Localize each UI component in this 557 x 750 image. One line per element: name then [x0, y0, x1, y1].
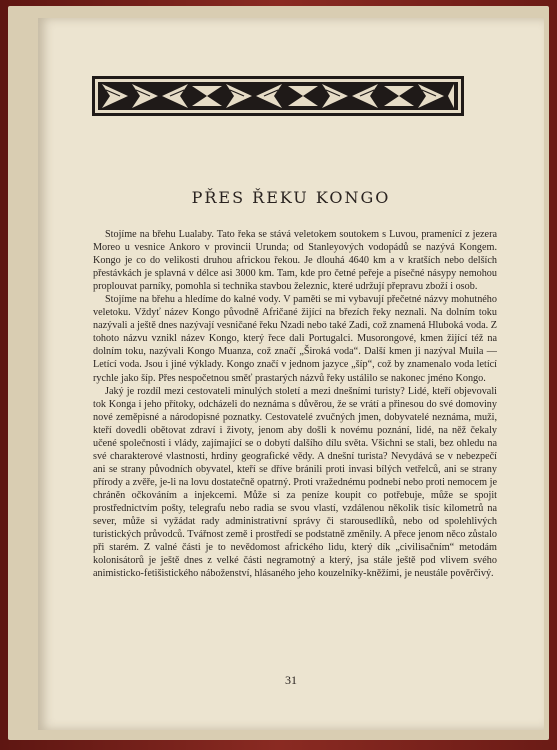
- body-text: [93, 228, 497, 580]
- paragraph-2: Stojíme na břehu a hledíme do kalné vody. V paměti se mi vybavují přečetné názvy mohutného veletoku. Vždyť název Kongo původně Afričané žijící na březích řeky neznali. Na dolním toku nazývali a ještě dnes nazývají vesničané řeku Nzadi nebo také Zadi, což znamená Hluboká voda. Z tohoto názvu vznikl název Kongo, který řece dali Portugalci. Musorongové, kmen žijící též na dolním toku, nazývali Kongo Muanza, což značí „Široká voda“. Další kmen ji nazýval Muila — Letící voda. Jsou i jiné výklady. Kongo značí v jednom jazyce „šíp“, což by znamenalo voda letící rychle jako šíp. Přes nespočetnou směť prastarých názvů řeky ustálilo se nakonec jméno Kongo.: [93, 294, 497, 384]
- chapter-title: PŘES ŘEKU KONGO: [191, 188, 391, 207]
- page-number: 31: [285, 673, 297, 687]
- ornament-icon: [92, 76, 464, 116]
- book-page: [38, 18, 544, 730]
- paragraph-3: Jaký je rozdíl mezi cestovateli minulých století a mezi dnešními turisty? Lidé, kteří objevovali tok Konga i jeho přítoky, odcházeli do neznáma s důvěrou, že se vrátí a přinesou do své domoviny nové zeměpisné a národopisné poznatky. Cestovatelé zvučných jmen, dobyvatelé neznáma, muži, kteří dovedli obětovat zdraví i životy, jenom aby došli k novému poznání, lidé, na něž čekaly učené společnosti i vlády, zajímající se o dobytí dalšího dílu světa. Všichni se stali, bez ohledu na své charakterové vlastnosti, hrdiny geografické vědy. A dnešní turista? Nevydává se v nebezpečí ani se strany původních obyvatel, kteří se dříve bránili proti invasi bílých vetřelců, ani se strany přírody a zvěře, je-li na lovu dostatečně opatrný. Proti vražednému podnebí nebo proti nemocem je chráněn očkováním a injekcemi. Může si za peníze koupit co potřebuje, může se spojit prostřednictvím pošty, telegrafu nebo radia se svou vlastí, vzdálenou několik tisíc kilometrů na sever, může si vyžádat rady administrativní správy či starousedlíků, nebo od spolehlivých turistických průvodců. Tvářnost země i prostředí se podstatně změnily. A přece jenom něco zůstalo při starém. Z valné části je to nevědomost afrického lidu, který dík „civilisačním“ metodám kolonisátorů je ještě dnes z velké části negramotný a který, jsa stále ještě pod vlivem svého animisticko-fetišistického náboženství, hlásaného jeho kouzelníky-kněžími, je neustále pověrčivý.: [93, 385, 497, 580]
- paragraph-1: Stojíme na břehu Lualaby. Tato řeka se stává veletokem soutokem s Luvou, pramenící z jezera Moreo u vesnice Ankoro v provincii Urunda; od Stanleyových vodopádů se nazývá Kongem. Kongo je co do velikosti druhou africkou řekou. Je dlouhá 4640 km a v kratších nebo delších přestávkách je splavná v délce asi 3000 km. Tam, kde pro četné peřeje a písečné násypy nemohou proplouvat parníky, pomohla si technika stavbou železnic, které udržují přepravu zboží i osob.: [93, 229, 497, 293]
